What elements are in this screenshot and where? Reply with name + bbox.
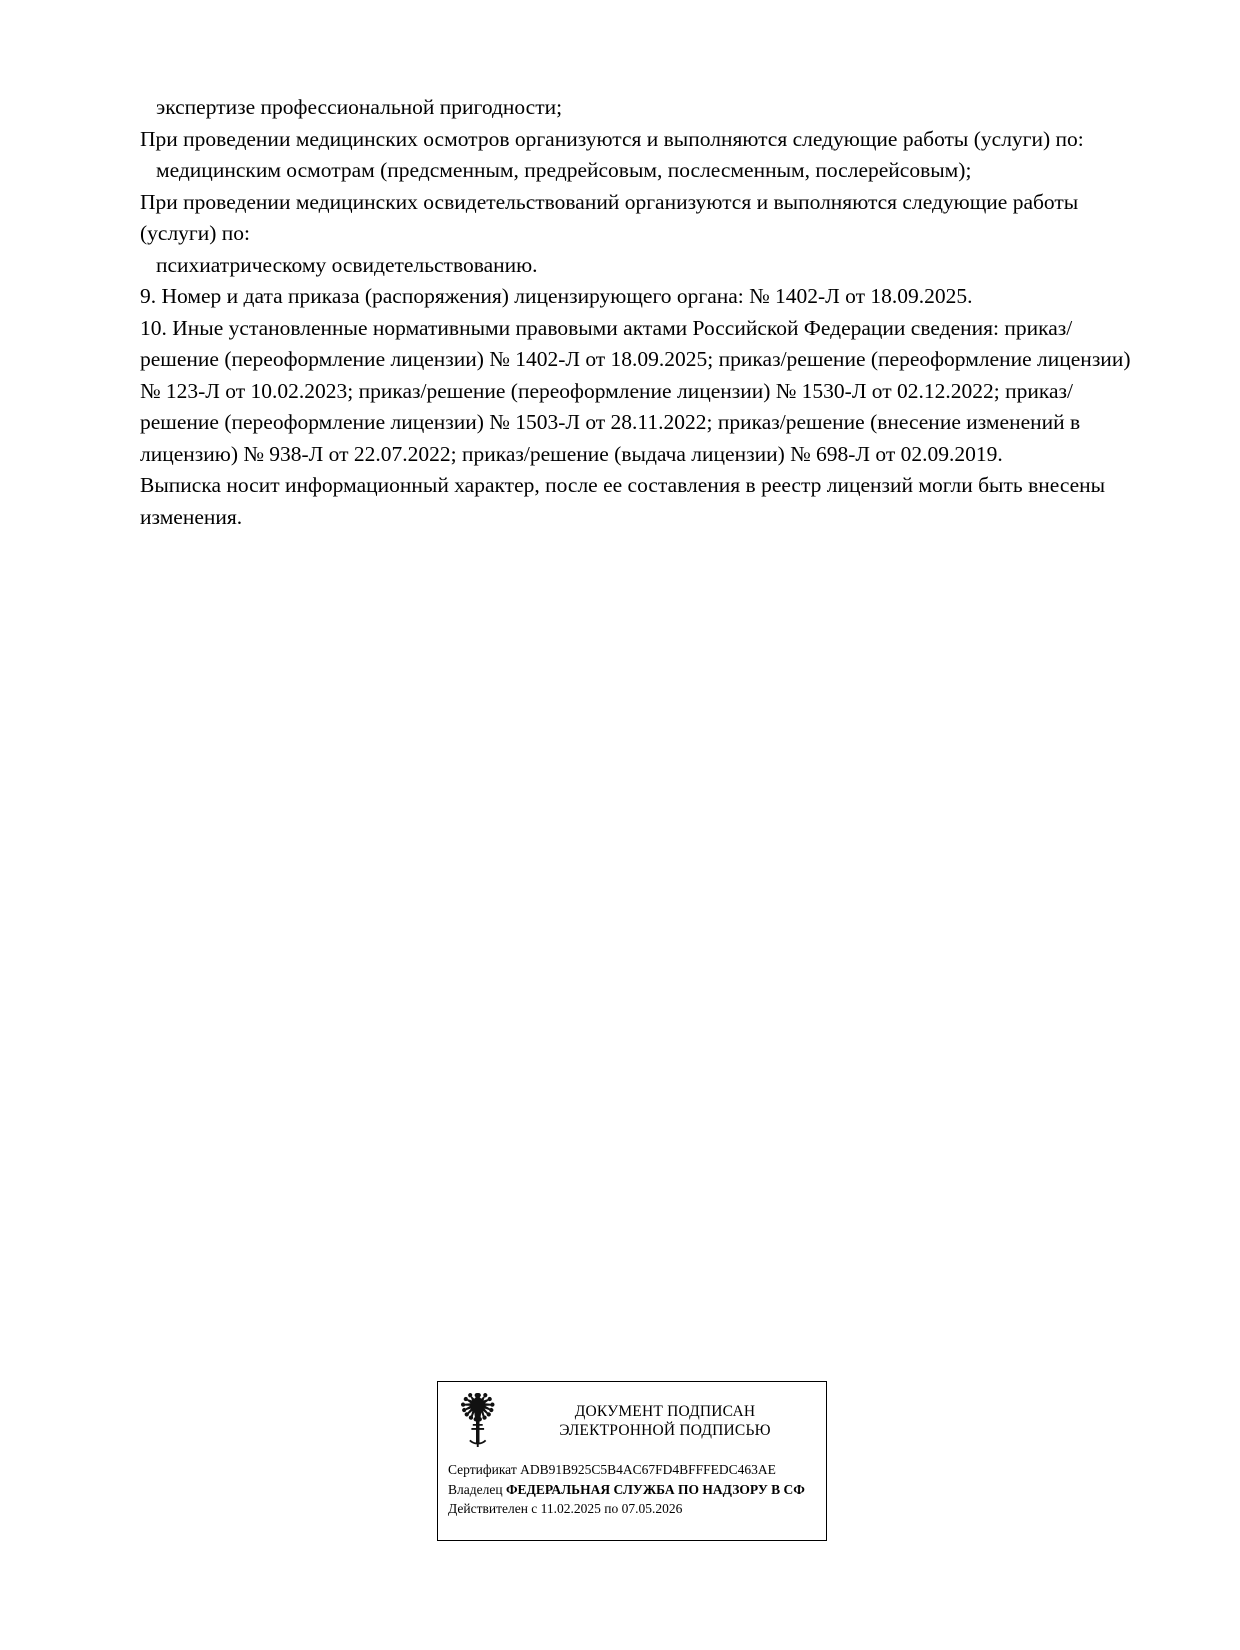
stamp-heading-line-2: ЭЛЕКТРОННОЙ ПОДПИСЬЮ [559, 1422, 771, 1439]
paragraph-other-information: 10. Иные установленные нормативными правовыми актами Российской Федерации сведения: приказ/решение (переоформление лицензии) № 1402-Л от 18.09.2025; приказ/решение (переоформление лицензии) № 123-Л от 10.02.2023; приказ/решение (переоформление лицензии) № 1530-Л от 02.12.2022; приказ/решение (переоформление лицензии) № 1503-Л от 28.11.2022; приказ/решение (внесение изменений в лицензию) № 938-Л от 22.07.2022; приказ/решение (выдача лицензии) № 698-Л от 02.09.2019. [140, 315, 1136, 466]
stamp-certificate-label: Сертификат [448, 1462, 517, 1477]
paragraph-order-number-date: 9. Номер и дата приказа (распоряжения) лицензирующего органа: № 1402-Л от 18.09.2025. [140, 284, 973, 308]
stamp-owner-value: ФЕДЕРАЛЬНАЯ СЛУЖБА ПО НАДЗОРУ В СФ [505, 1481, 805, 1497]
paragraph-disclaimer: Выписка носит информационный характер, после ее составления в реестр лицензий могли быть внесены изменения. [140, 473, 1111, 529]
stamp-heading [506, 1402, 820, 1440]
paragraph: психиатрическому освидетельствованию. [156, 252, 538, 277]
double-headed-eagle-emblem [448, 1390, 506, 1452]
document-body [140, 92, 1140, 533]
stamp-header [438, 1382, 826, 1454]
stamp-validity-line [448, 1499, 826, 1519]
stamp-certificate-line [448, 1460, 826, 1480]
paragraph: При проведении медицинских освидетельствований организуются и выполняются следующие работы (услуги) по: [140, 189, 1084, 245]
stamp-validity-to-label: по [604, 1501, 619, 1516]
stamp-validity-from: 11.02.2025 [540, 1501, 601, 1516]
paragraph: экспертизе профессиональной пригодности; [156, 95, 563, 119]
electronic-signature-stamp [437, 1381, 827, 1541]
paragraph: медицинским осмотрам (предсменным, предрейсовым, послесменным, послерейсовым); [156, 158, 972, 182]
stamp-heading-line-1: ДОКУМЕНТ ПОДПИСАН [574, 1403, 756, 1420]
stamp-owner-line [448, 1480, 826, 1500]
stamp-validity-to: 07.05.2026 [621, 1501, 683, 1516]
stamp-certificate-value: ADB91B925C5B4AC67FD4BFFFEDC463AE [520, 1462, 776, 1477]
stamp-validity-label: Действителен с [448, 1501, 538, 1516]
stamp-details [438, 1454, 826, 1519]
stamp-owner-label: Владелец [448, 1481, 503, 1497]
paragraph: При проведении медицинских осмотров организуются и выполняются следующие работы (услуги) по: [140, 126, 1084, 151]
